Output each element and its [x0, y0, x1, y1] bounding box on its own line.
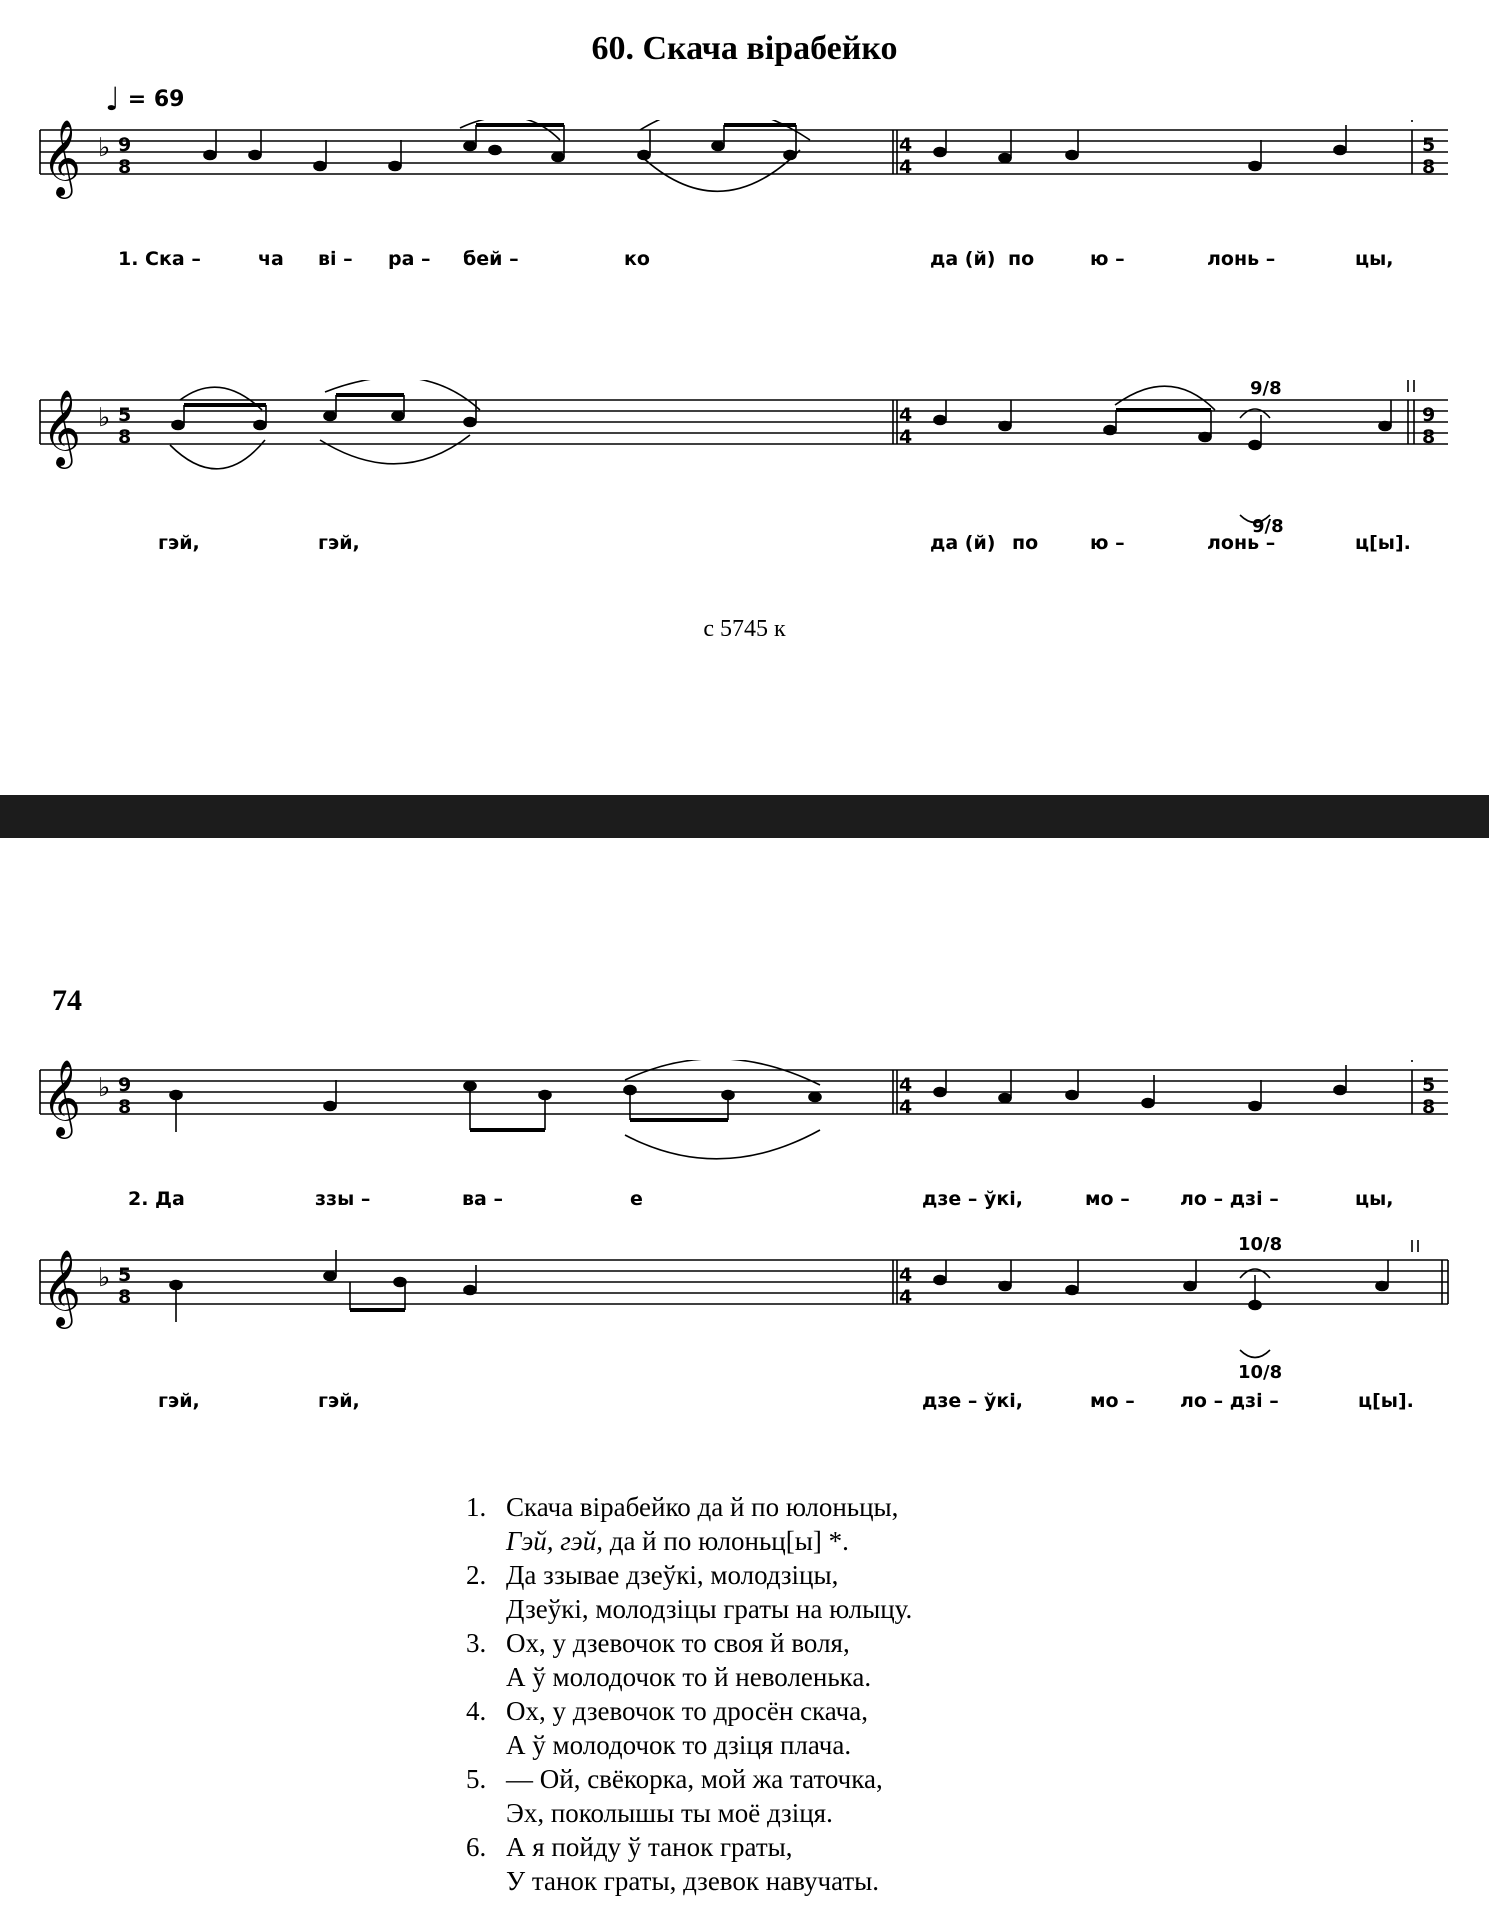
time-sig-mid-den: 4 — [899, 426, 913, 448]
time-sig-start-num: 9 — [118, 1074, 132, 1096]
verse-line-rest: да й по юлоньц[ы] *. — [602, 1526, 849, 1556]
verse-number: 1. — [466, 1492, 487, 1522]
time-sig-mid-den: 4 — [899, 1286, 913, 1308]
fermata-below-label: 10/8 — [1238, 1362, 1283, 1383]
verse-line: Эх, поколышы ты моё дзіця. — [506, 1798, 833, 1828]
verses-block — [466, 1490, 912, 1898]
time-sig-start-num: 9 — [118, 134, 132, 156]
tempo-value: = 69 — [127, 87, 185, 112]
staff-3-notes — [170, 1065, 1346, 1132]
verse-line: Ох, у дзевочок то своя й воля, — [506, 1628, 850, 1658]
lyric-3-2: ззы – — [315, 1188, 371, 1210]
lyric-2-4: по — [1012, 532, 1039, 554]
lyric-3-5: дзе – ўкі, — [922, 1188, 1024, 1210]
verse-1 — [466, 1490, 912, 1558]
lyric-3-4: е — [630, 1188, 643, 1210]
verse-line: А ў молодочок то дзіця плача. — [506, 1730, 852, 1760]
svg-text:♭: ♭ — [98, 133, 111, 163]
lyric-2-2: гэй, — [318, 532, 360, 554]
time-sig-mid-num: 4 — [899, 1264, 913, 1286]
time-sig-end-num: 5 — [1422, 134, 1436, 156]
lyric-4-1: гэй, — [158, 1390, 200, 1412]
verse-line — [506, 1524, 898, 1558]
tempo-marking — [105, 80, 184, 118]
time-sig-start-num: 5 — [118, 404, 132, 426]
page-divider — [0, 795, 1489, 838]
verse-line: А я пойду ў танок граты, — [506, 1832, 793, 1862]
verse-line: Да ззывае дзеўкі, молодзіцы, — [506, 1560, 839, 1590]
time-sig-end-den: 8 — [1422, 426, 1436, 448]
staff-system-2 — [0, 380, 1489, 570]
lyric-4-4: мо – — [1090, 1390, 1135, 1412]
fermata-above-label: 9/8 — [1250, 378, 1282, 399]
time-sig-end-den: 8 — [1422, 1096, 1436, 1118]
verse-line: Дзеўкі, молодзіцы граты на юлыцу. — [506, 1594, 913, 1624]
svg-text:♭: ♭ — [98, 1073, 111, 1103]
verse-6 — [466, 1830, 912, 1898]
page-number: 74 — [52, 984, 82, 1017]
treble-clef-icon: 𝄞 — [42, 1249, 82, 1326]
verse-line: А ў молодочок то й неволенька. — [506, 1662, 872, 1692]
lyric-4-5: ло – дзі – — [1180, 1390, 1279, 1412]
lyric-3-3: ва – — [462, 1188, 503, 1210]
fermata-above-label: 10/8 — [1238, 1234, 1283, 1255]
lyric-1-4: ра – — [388, 248, 431, 270]
treble-clef-icon: 𝄞 — [42, 389, 82, 466]
time-sig-mid-den: 4 — [899, 1096, 913, 1118]
verse-number: 6. — [466, 1832, 487, 1862]
staff-4-notes — [170, 1250, 1388, 1322]
lyric-2-3: да (й) — [930, 532, 996, 554]
time-sig-start-den: 8 — [118, 1096, 132, 1118]
time-sig-start-num: 5 — [118, 1264, 132, 1286]
verse-number: 5. — [466, 1764, 487, 1794]
time-sig-end-den: 8 — [1422, 156, 1436, 178]
lyric-1-11: цы, — [1355, 248, 1394, 270]
lyric-4-3: дзе – ўкі, — [922, 1390, 1024, 1412]
lyric-2-1: гэй, — [158, 532, 200, 554]
fermata-below-label: 9/8 — [1252, 516, 1284, 537]
lyric-2-5: ю – — [1090, 532, 1125, 554]
lyric-3-8: цы, — [1355, 1188, 1394, 1210]
staff-system-3 — [0, 1060, 1489, 1220]
quarter-note-icon: ♩ — [105, 80, 121, 118]
lyric-2-7: ц[ы]. — [1355, 532, 1411, 554]
time-sig-end-num: 5 — [1422, 1074, 1436, 1096]
verse-line: Ох, у дзевочок то дросён скача, — [506, 1696, 868, 1726]
lyric-3-7: ло – дзі – — [1180, 1188, 1279, 1210]
treble-clef-icon: 𝄞 — [42, 120, 82, 196]
verse-5 — [466, 1762, 912, 1830]
lyric-1-5: бей – — [463, 248, 519, 270]
lyric-1-2: ча — [258, 248, 284, 270]
lyric-1-6: ко — [624, 248, 650, 270]
lyric-3-6: мо – — [1085, 1188, 1130, 1210]
lyric-4-2: гэй, — [318, 1390, 360, 1412]
verse-refrain: Гэй, гэй, — [506, 1526, 603, 1556]
treble-clef-icon: 𝄞 — [42, 1060, 82, 1136]
time-sig-end-num: 9 — [1422, 404, 1436, 426]
verse-number: 2. — [466, 1560, 487, 1590]
verse-number: 3. — [466, 1628, 487, 1658]
lyric-3-1: 2. Да — [128, 1188, 185, 1210]
lyric-1-7: да (й) — [930, 248, 996, 270]
time-sig-mid-den: 4 — [899, 156, 913, 178]
staff-1-notation — [0, 120, 1489, 300]
svg-text:♭: ♭ — [98, 403, 111, 433]
verse-3 — [466, 1626, 912, 1694]
time-sig-start-den: 8 — [118, 156, 132, 178]
time-sig-mid-num: 4 — [899, 1074, 913, 1096]
catalog-code: с 5745 к — [703, 616, 786, 642]
lyric-2-6: лонь – — [1207, 532, 1276, 554]
lyric-4-6: ц[ы]. — [1358, 1390, 1414, 1412]
lyric-1-10: лонь – — [1207, 248, 1276, 270]
staff-system-1 — [0, 120, 1489, 300]
verse-line: У танок граты, дзевок навучаты. — [506, 1866, 880, 1896]
verse-line: Скача вірабейко да й по юлоньцы, — [506, 1492, 899, 1522]
staff-system-4 — [0, 1234, 1489, 1420]
lyric-1-3: ві – — [318, 248, 353, 270]
verse-number: 4. — [466, 1696, 487, 1726]
time-sig-mid-num: 4 — [899, 134, 913, 156]
verse-line: — Ой, свёкорка, мой жа таточка, — [506, 1764, 883, 1794]
lyric-1-8: по — [1008, 248, 1035, 270]
verse-4 — [466, 1694, 912, 1762]
lyric-1-1: 1. Ска – — [118, 248, 201, 270]
time-sig-start-den: 8 — [118, 426, 132, 448]
song-title: 60. Скача вірабейко — [591, 30, 898, 67]
svg-text:♭: ♭ — [98, 1263, 111, 1293]
time-sig-mid-num: 4 — [899, 404, 913, 426]
time-sig-start-den: 8 — [118, 1286, 132, 1308]
lyric-1-9: ю – — [1090, 248, 1125, 270]
verse-2 — [466, 1558, 912, 1626]
